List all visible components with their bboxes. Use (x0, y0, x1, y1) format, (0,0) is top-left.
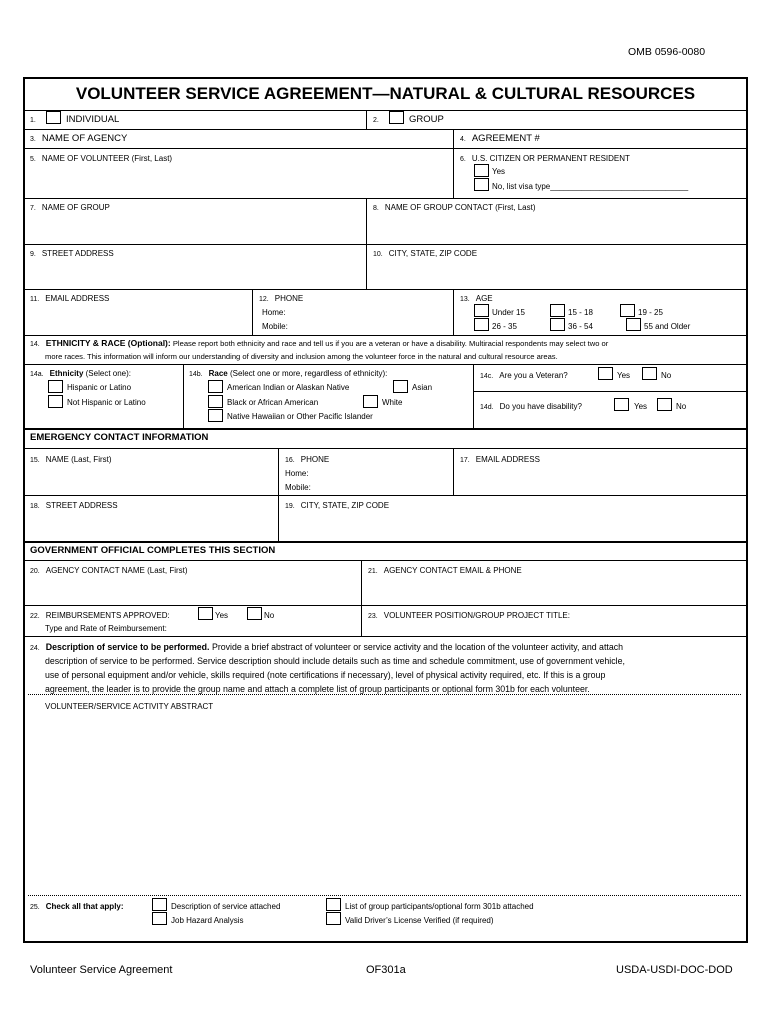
ethnicity-race-instructions: Please report both ethnicity and race and tell us if you are a veteran or have a disability. Multiracial respondents may select two or (172, 339, 609, 348)
black-checkbox[interactable] (208, 395, 223, 408)
field-number: 17. (460, 457, 470, 464)
field-number: 9. (30, 251, 36, 258)
not-hispanic-checkbox[interactable] (48, 395, 63, 408)
field-number: 18. (30, 503, 40, 510)
race-select-note: (Select one or more, regardless of ethnicity): (229, 369, 388, 378)
rule (23, 289, 748, 290)
rule (453, 129, 454, 198)
race-option: American Indian or Alaskan Native (227, 383, 350, 392)
omb-number: OMB 0596-0080 (628, 46, 706, 58)
reimbursement-yes-checkbox[interactable] (198, 607, 213, 620)
rule (473, 364, 474, 428)
emergency-phone-label: PHONE (300, 455, 330, 464)
asian-checkbox[interactable] (393, 380, 408, 393)
rule (183, 364, 184, 428)
field-number: 14d. (480, 404, 494, 411)
group-contact-label: NAME OF GROUP CONTACT (First, Last) (384, 203, 536, 212)
activity-abstract-area[interactable] (28, 716, 741, 892)
hispanic-label: Hispanic or Latino (67, 383, 132, 392)
check-all-label: Check all that apply: (45, 902, 124, 911)
phone-home-label: Home: (262, 308, 286, 317)
description-attached-checkbox[interactable] (152, 898, 167, 911)
rule (23, 244, 748, 245)
disability-label: Do you have disability? (499, 402, 582, 411)
age-option: 36 - 54 (568, 322, 593, 331)
field-number: 22. (30, 613, 40, 620)
race-label: Race (208, 369, 228, 378)
field-number: 6. (460, 156, 466, 163)
race-option: Black or African American (227, 398, 319, 407)
group-list-checkbox[interactable] (326, 898, 341, 911)
rule (23, 495, 748, 496)
emergency-email-label: EMAIL ADDRESS (475, 455, 540, 464)
age-option: 55 and Older (644, 322, 691, 331)
footer-form-number: OF301a (366, 964, 406, 976)
hispanic-checkbox[interactable] (48, 380, 63, 393)
field-number: 7. (30, 205, 36, 212)
agency-contact-email-label: AGENCY CONTACT EMAIL & PHONE (383, 566, 522, 575)
veteran-no-label: No (661, 371, 672, 380)
rule (23, 129, 748, 130)
description-line-4: agreement, the leader is to provide the group name and attach a complete list of group participants or optional form 301b for each volunteer. (45, 684, 590, 694)
rule (23, 636, 748, 637)
field-number: 8. (373, 205, 379, 212)
field-number: 19. (285, 503, 295, 510)
position-title-label: VOLUNTEER POSITION/GROUP PROJECT TITLE: (383, 611, 570, 620)
rule (23, 560, 748, 561)
field-number: 2. (373, 117, 379, 124)
city-state-zip-label: CITY, STATE, ZIP CODE (388, 249, 478, 258)
reimbursement-no-label: No (264, 611, 275, 620)
phone-label: PHONE (274, 294, 304, 303)
volunteer-name-label: NAME OF VOLUNTEER (First, Last) (41, 154, 173, 163)
check-option: List of group participants/optional form 301b attached (345, 902, 534, 911)
rule (23, 198, 748, 199)
field-number: 1. (30, 117, 36, 124)
citizen-no-checkbox[interactable] (474, 178, 489, 191)
field-number: 5. (30, 156, 36, 163)
age-19-25-checkbox[interactable] (620, 304, 635, 317)
field-number: 15. (30, 457, 40, 464)
description-line-3: use of personal equipment and/or vehicle, skills required (note certifications if necessary), level of physical activity required, etc. If this is a group (45, 670, 606, 680)
reimbursements-label: REIMBURSEMENTS APPROVED: (45, 611, 170, 620)
description-label: Description of service to be performed. (45, 642, 210, 652)
dotted-rule (28, 895, 741, 896)
rule (23, 110, 748, 111)
race-option: Asian (412, 383, 433, 392)
emergency-name-label: NAME (Last, First) (45, 455, 112, 464)
reimbursement-no-checkbox[interactable] (247, 607, 262, 620)
age-option: Under 15 (492, 308, 525, 317)
rule (23, 364, 748, 365)
form-title: VOLUNTEER SERVICE AGREEMENT—NATURAL & CULTURAL RESOURCES (75, 84, 696, 103)
citizen-yes-checkbox[interactable] (474, 164, 489, 177)
age-option: 26 - 35 (492, 322, 517, 331)
footer-title: Volunteer Service Agreement (30, 964, 173, 976)
rule (361, 560, 362, 636)
rule (366, 198, 367, 289)
check-option: Description of service attached (171, 902, 281, 911)
rule (23, 148, 748, 149)
ethnicity-race-label: ETHNICITY & RACE (Optional): (45, 338, 171, 348)
group-label: GROUP (409, 114, 444, 125)
footer-agencies: USDA-USDI-DOC-DOD (616, 964, 733, 976)
white-checkbox[interactable] (363, 395, 378, 408)
check-option: Job Hazard Analysis (171, 916, 244, 925)
field-number: 14c. (480, 373, 494, 380)
government-section-header: GOVERNMENT OFFICIAL COMPLETES THIS SECTION (30, 545, 276, 556)
field-number: 4. (460, 136, 466, 143)
veteran-yes-label: Yes (617, 371, 631, 380)
disability-no-label: No (676, 402, 687, 411)
description-line-1: Provide a brief abstract of volunteer or service activity and the location of the volunteer activity, and attach (211, 642, 624, 652)
field-number: 16. (285, 457, 295, 464)
street-address-label: STREET ADDRESS (41, 249, 114, 258)
age-label: AGE (475, 294, 493, 303)
age-option: 19 - 25 (638, 308, 663, 317)
rule (23, 335, 748, 336)
emergency-city-label: CITY, STATE, ZIP CODE (300, 501, 390, 510)
age-26-35-checkbox[interactable] (474, 318, 489, 331)
race-option: Native Hawaiian or Other Pacific Islander (227, 412, 373, 421)
rule (23, 541, 748, 543)
disability-yes-label: Yes (634, 402, 648, 411)
field-number: 14b. (189, 371, 203, 378)
field-number: 24. (30, 645, 40, 652)
field-number: 23. (368, 613, 378, 620)
citizen-yes-label: Yes (492, 167, 506, 176)
age-under15-checkbox[interactable] (474, 304, 489, 317)
veteran-no-checkbox[interactable] (642, 367, 657, 380)
email-label: EMAIL ADDRESS (45, 294, 110, 303)
job-hazard-checkbox[interactable] (152, 912, 167, 925)
emergency-contact-header: EMERGENCY CONTACT INFORMATION (30, 432, 209, 443)
age-option: 15 - 18 (568, 308, 593, 317)
rule (453, 448, 454, 495)
emergency-phone-home: Home: (285, 469, 309, 478)
age-15-18-checkbox[interactable] (550, 304, 565, 317)
emergency-phone-mobile: Mobile: (285, 483, 311, 492)
field-number: 21. (368, 568, 378, 575)
age-36-54-checkbox[interactable] (550, 318, 565, 331)
field-number: 12. (259, 296, 269, 303)
rule (453, 289, 454, 335)
agreement-number-label: AGREEMENT # (471, 133, 540, 144)
disability-yes-checkbox[interactable] (614, 398, 629, 411)
check-option: Valid Driver’s License Verified (if required) (345, 916, 494, 925)
race-option: White (382, 398, 403, 407)
field-number: 13. (460, 296, 470, 303)
reimbursement-yes-label: Yes (215, 611, 229, 620)
veteran-label: Are you a Veteran? (499, 371, 568, 380)
group-checkbox[interactable] (389, 111, 404, 124)
citizen-label: U.S. CITIZEN OR PERMANENT RESIDENT (471, 154, 630, 163)
individual-checkbox[interactable] (46, 111, 61, 124)
age-55-older-checkbox[interactable] (626, 318, 641, 331)
ethnicity-select-note: (Select one): (85, 369, 131, 378)
not-hispanic-label: Not Hispanic or Latino (67, 398, 146, 407)
rule (278, 448, 279, 541)
description-line-2: description of service to be performed. Service description should include details such as time and schedule commitment, use of government vehicle, (45, 656, 625, 666)
field-number: 20. (30, 568, 40, 575)
field-1 (30, 113, 42, 127)
activity-abstract-label: VOLUNTEER/SERVICE ACTIVITY ABSTRACT (45, 702, 214, 711)
ethnicity-label: Ethnicity (49, 369, 84, 378)
field-number: 10. (373, 251, 383, 258)
rule (23, 448, 748, 449)
native-hawaiian-checkbox[interactable] (208, 409, 223, 422)
veteran-yes-checkbox[interactable] (598, 367, 613, 380)
disability-no-checkbox[interactable] (657, 398, 672, 411)
individual-label: INDIVIDUAL (66, 114, 120, 125)
rule (252, 289, 253, 335)
ethnicity-race-instructions-2: more races. This information will inform our understanding of diversity and inclusion among the volunteer force in the natural and cultural resource areas. (45, 352, 558, 361)
american-indian-checkbox[interactable] (208, 380, 223, 393)
rule (473, 391, 748, 392)
group-name-label: NAME OF GROUP (41, 203, 110, 212)
citizen-no-label: No, list visa type_______________________________ (492, 182, 689, 191)
agency-contact-name-label: AGENCY CONTACT NAME (Last, First) (45, 566, 188, 575)
rule (366, 110, 367, 129)
field-number: 3. (30, 136, 36, 143)
emergency-street-label: STREET ADDRESS (45, 501, 118, 510)
field-number: 11. (30, 296, 40, 303)
field-number: 25. (30, 904, 40, 911)
license-verified-checkbox[interactable] (326, 912, 341, 925)
field-number: 14. (30, 341, 40, 348)
field-number: 14a. (30, 371, 44, 378)
rule (23, 605, 748, 606)
rule (23, 428, 748, 430)
reimbursement-type-label: Type and Rate of Reimbursement: (45, 624, 167, 633)
phone-mobile-label: Mobile: (262, 322, 288, 331)
agency-name-label: NAME OF AGENCY (41, 133, 128, 144)
